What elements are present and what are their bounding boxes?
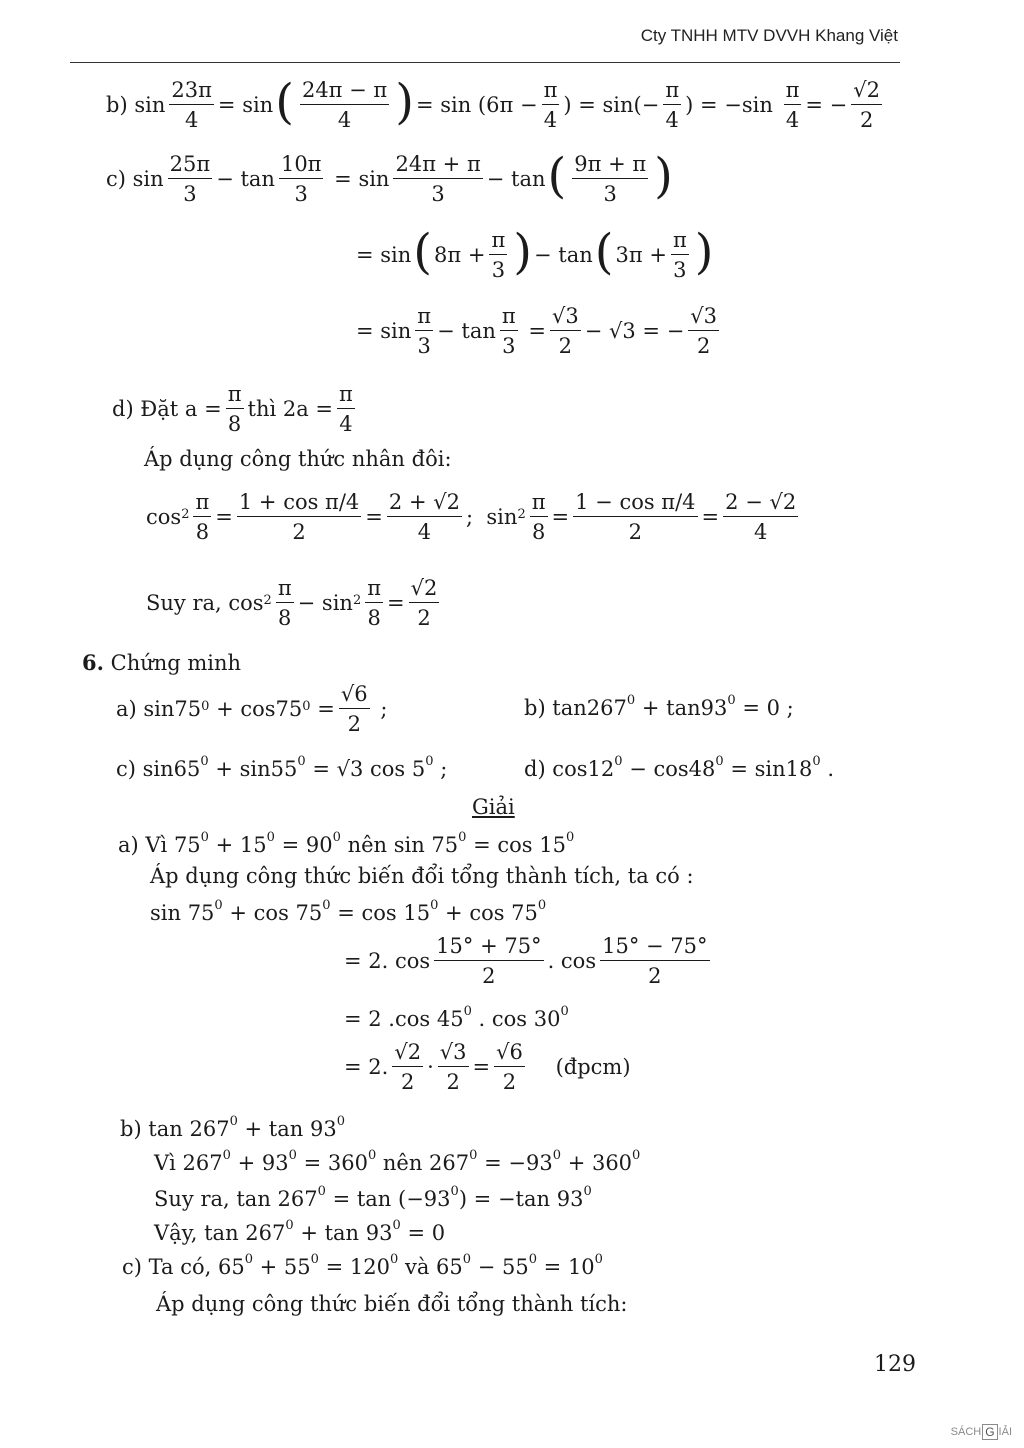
c-tan2: − tan	[486, 166, 546, 191]
c-l3a: = sin	[356, 318, 412, 343]
dpcm-note: (đpcm)	[555, 1054, 631, 1079]
watermark-logo	[951, 1424, 1012, 1440]
sol-text: = cos 15	[337, 901, 431, 925]
b-sin: sin	[134, 92, 166, 117]
c-l3c: =	[528, 318, 546, 343]
fraction: $\frac{\pi}{3}$	[672, 228, 687, 283]
sol-b-line2	[154, 1148, 641, 1175]
sol-b-line4	[154, 1218, 446, 1245]
sol-text: = 360	[303, 1151, 368, 1175]
ex6-d4: .	[827, 757, 835, 781]
fraction: $\frac{\pi}{4}$	[339, 382, 353, 437]
sol-text: + tan 93	[244, 1117, 337, 1141]
equals: =	[387, 590, 405, 615]
degree: 0	[594, 1252, 603, 1267]
degree: 0	[560, 1004, 569, 1019]
paren-close: )	[694, 224, 714, 281]
paren-close: )	[513, 224, 533, 281]
equals: =	[215, 504, 233, 529]
degree: 0	[715, 754, 724, 769]
c-l2d: 3π +	[615, 242, 667, 267]
line-d3	[146, 576, 443, 630]
degree: 0	[200, 830, 209, 845]
degree: 0	[317, 1184, 326, 1199]
sol-text: = 2 .cos 45	[344, 1007, 464, 1031]
sol-text: = cos 15	[473, 833, 566, 857]
degree: 0	[632, 1148, 641, 1163]
degree: 0	[458, 830, 467, 845]
b-sin2: sin	[242, 92, 274, 117]
fraction: $\frac{√3}{2}$	[551, 304, 579, 359]
degree: 0	[462, 1252, 472, 1267]
ex6-line-b	[524, 693, 794, 720]
equals: =	[217, 92, 236, 117]
fraction: $\frac{23\pi}{4}$	[171, 78, 212, 133]
degree: 0	[336, 1114, 345, 1129]
degree: 0	[537, 898, 547, 913]
sol-text: + cos 75	[445, 901, 538, 925]
degree: 0	[812, 754, 821, 769]
ex6-line-d	[524, 754, 835, 781]
sol-text: = 10	[543, 1255, 595, 1279]
fraction: $\frac{15^\circ - 75^\circ}{2}$	[602, 934, 708, 989]
watermark-text: SÁCH	[950, 1426, 982, 1438]
degree: 0	[310, 1252, 319, 1267]
fraction: $\frac{\pi}{8}$	[531, 490, 546, 545]
sol-text: + 15	[215, 833, 267, 857]
d-minus: − sin	[297, 590, 353, 615]
watermark-text: IẢI	[998, 1426, 1012, 1438]
d-mid: thì 2a =	[247, 396, 334, 421]
page-number: 129	[874, 1352, 916, 1377]
degree: 0	[552, 1148, 561, 1163]
fraction: $\frac{\text{1 + cos π/4}}{2}$	[238, 490, 360, 545]
degree: 0	[288, 1148, 297, 1163]
d-sin: sin	[486, 504, 518, 529]
degree: 0	[322, 898, 331, 913]
ex6-d: d) cos12	[524, 757, 615, 781]
b-rest1: = sin (6π −	[415, 92, 538, 117]
ex6-c2: + sin55	[215, 757, 298, 781]
fraction: $\frac{√2}{2}$	[853, 78, 881, 133]
ex6-line-a	[116, 682, 387, 736]
c-l2b: 8π +	[434, 242, 486, 267]
sol-text: Suy ra, tan 267	[154, 1187, 318, 1211]
line-c1	[106, 148, 675, 207]
ex6-a4: ;	[380, 696, 388, 721]
d-label: d) Đặt a =	[112, 396, 222, 421]
fraction: $\frac{√6}{2}$	[340, 682, 368, 737]
equals: =	[701, 504, 720, 529]
degree: 0	[244, 1252, 253, 1267]
fraction: $\frac{√2}{2}$	[410, 576, 438, 631]
degree: 0	[392, 1218, 401, 1233]
sol-text: Vậy, tan 267	[154, 1221, 286, 1245]
publisher-header: Cty TNHH MTV DVVH Khang Việt	[640, 26, 898, 45]
fraction: $\frac{10\pi}{3}$	[280, 152, 322, 207]
superscript: 2	[517, 506, 526, 522]
c-l2c: − tan	[534, 242, 593, 267]
sol-text: c) Ta có, 65	[122, 1255, 245, 1279]
ex6-b2: + tan93	[641, 696, 728, 720]
fraction: $\frac{9\pi + \pi}{3}$	[574, 152, 647, 207]
equals: =	[472, 1054, 491, 1079]
header-rule	[70, 62, 900, 63]
sol-text: . cos	[547, 948, 597, 973]
degree: 0	[469, 1148, 478, 1163]
fraction: $\frac{24\pi - \pi}{4}$	[301, 78, 388, 133]
fraction: $\frac{√3}{2}$	[690, 304, 718, 359]
b-rest2: ) = sin(−	[563, 92, 660, 117]
line-c3	[356, 304, 723, 358]
fraction: $\frac{\pi}{8}$	[367, 576, 382, 631]
sol-text: = 0	[407, 1221, 446, 1245]
c-eq1: = sin	[334, 166, 390, 191]
b-rest4: = −	[805, 92, 848, 117]
paren-open: (	[594, 224, 614, 281]
b-rest3: ) = −sin	[685, 92, 773, 117]
sol-a-line4	[344, 934, 714, 988]
degree: 0	[297, 754, 306, 769]
sol-text: + tan 93	[300, 1221, 393, 1245]
d-apply-text: Áp dụng công thức nhân đôi:	[144, 447, 452, 471]
degree: 0	[222, 1148, 231, 1163]
ex6-a3: =	[317, 696, 335, 721]
c-l2a: = sin	[356, 242, 412, 267]
degree: 0	[200, 754, 209, 769]
sol-text: nên 267	[382, 1151, 470, 1175]
degree: 0	[425, 754, 434, 769]
paren-close: )	[395, 74, 414, 131]
sol-a-line2: Áp dụng công thức biến đổi tổng thành tích, ta có :	[150, 864, 694, 888]
ex6-b3: = 0 ;	[742, 696, 794, 720]
solution-heading: Giải	[472, 795, 515, 819]
ex6-c4: ;	[440, 757, 448, 781]
line-d1	[112, 382, 359, 436]
ex6-b: b) tan267	[524, 696, 627, 720]
fraction: $\frac{\pi}{8}$	[277, 576, 292, 631]
sol-c-line2: Áp dụng công thức biến đổi tổng thành tích:	[156, 1292, 628, 1316]
degree: 0	[367, 1148, 377, 1163]
b-label: b)	[106, 92, 128, 117]
sol-text: + cos 75	[229, 901, 323, 925]
sol-text: + 55	[259, 1255, 311, 1279]
ex6-a2: + cos75	[216, 696, 303, 721]
degree: 0	[285, 1218, 294, 1233]
degree: 0	[266, 830, 275, 845]
watermark-box: G	[982, 1424, 997, 1440]
fraction: $\frac{2 + √2}{4}$	[388, 490, 460, 545]
sol-text: = 2.	[344, 1054, 389, 1079]
line-c2	[356, 224, 716, 283]
fraction: $\frac{√2}{2}$	[394, 1040, 422, 1095]
exercise-6-title	[82, 652, 241, 674]
degree: 0	[727, 693, 736, 708]
sol-text: sin 75	[150, 901, 215, 925]
fraction: $\frac{\pi}{4}$	[785, 78, 800, 133]
fraction: $\frac{√6}{2}$	[496, 1040, 523, 1095]
sol-text: b) tan 267	[120, 1117, 230, 1141]
sol-a-line1	[118, 830, 575, 857]
exercise-number: 6.	[82, 650, 104, 675]
c-tan: − tan	[216, 166, 275, 191]
c-label: c) sin	[106, 166, 164, 191]
paren-open: (	[413, 224, 433, 281]
degree: 0	[214, 898, 223, 913]
fraction: $\frac{\pi}{3}$	[417, 304, 432, 359]
sol-text: và 65	[404, 1255, 463, 1279]
degree: 0	[302, 698, 311, 714]
sol-text: = 2. cos	[344, 948, 431, 973]
fraction: $\frac{15^\circ + 75^\circ}{2}$	[436, 934, 542, 989]
paren-open: (	[547, 148, 567, 205]
line-b	[106, 74, 886, 133]
sol-text: . cos 30	[478, 1007, 561, 1031]
fraction: $\frac{\pi}{8}$	[227, 382, 242, 437]
fraction: $\frac{√3}{2}$	[439, 1040, 467, 1095]
degree: 0	[332, 830, 341, 845]
d-suy: Suy ra, cos	[146, 590, 264, 615]
equals: =	[365, 504, 383, 529]
fraction: $\frac{\pi}{8}$	[195, 490, 210, 545]
sol-text: + 360	[567, 1151, 633, 1175]
sol-a-line6	[344, 1040, 631, 1094]
degree: 0	[463, 1004, 472, 1019]
sol-text: − 55	[477, 1255, 529, 1279]
sol-text: = 120	[325, 1255, 390, 1279]
sol-text: + 93	[237, 1151, 289, 1175]
fraction: $\frac{\text{1 − cos π/4}}{2}$	[575, 490, 696, 545]
ex6-d3: = sin18	[730, 757, 813, 781]
exercise-title: Chứng minh	[110, 651, 242, 675]
sol-dot: ·	[427, 1054, 434, 1079]
fraction: $\frac{\pi}{4}$	[543, 78, 558, 133]
sol-b-line1	[120, 1114, 345, 1141]
sol-text: nên sin 75	[347, 833, 459, 857]
degree: 0	[565, 830, 575, 845]
fraction: $\frac{\pi}{4}$	[665, 78, 680, 133]
line-d2	[146, 490, 802, 544]
degree: 0	[201, 698, 210, 714]
equals: =	[551, 504, 570, 529]
ex6-a: a) sin75	[116, 696, 202, 721]
c-l3b: − tan	[437, 318, 496, 343]
sol-c-line1	[122, 1252, 603, 1279]
ex6-d2: − cos48	[629, 757, 716, 781]
degree: 0	[528, 1252, 537, 1267]
fraction: $\frac{\pi}{3}$	[491, 228, 506, 283]
sol-b-line3	[154, 1184, 592, 1211]
semicolon: ;	[465, 504, 474, 529]
sol-text: Vì 267	[154, 1151, 223, 1175]
superscript: 2	[263, 592, 272, 608]
superscript: 2	[181, 506, 190, 522]
c-l3d: − √3 = −	[584, 318, 685, 343]
degree: 0	[614, 754, 623, 769]
sol-a-line3	[150, 898, 547, 925]
sol-text: ) = −tan 93	[458, 1187, 584, 1211]
paren-open: (	[275, 74, 294, 131]
ex6-c3: = √3 cos 5	[312, 757, 426, 781]
degree: 0	[430, 898, 439, 913]
sol-text: = −93	[484, 1151, 553, 1175]
ex6-line-c	[116, 754, 448, 781]
paren-close: )	[654, 148, 673, 205]
fraction: $\frac{24\pi + \pi}{3}$	[395, 152, 481, 207]
fraction: $\frac{2 - √2}{4}$	[725, 490, 797, 545]
degree: 0	[626, 693, 636, 708]
superscript: 2	[352, 592, 362, 608]
degree: 0	[450, 1184, 459, 1199]
degree: 0	[583, 1184, 592, 1199]
fraction: $\frac{25\pi}{3}$	[169, 152, 211, 207]
sol-text: a) Vì 75	[118, 833, 201, 857]
ex6-c: c) sin65	[116, 757, 201, 781]
d-cos: cos	[146, 504, 182, 529]
sol-a-line5	[344, 1004, 569, 1031]
sol-text: = tan (−93	[332, 1187, 451, 1211]
fraction: $\frac{\pi}{3}$	[501, 304, 516, 359]
degree: 0	[229, 1114, 238, 1129]
sol-text: = 90	[281, 833, 333, 857]
degree: 0	[389, 1252, 399, 1267]
